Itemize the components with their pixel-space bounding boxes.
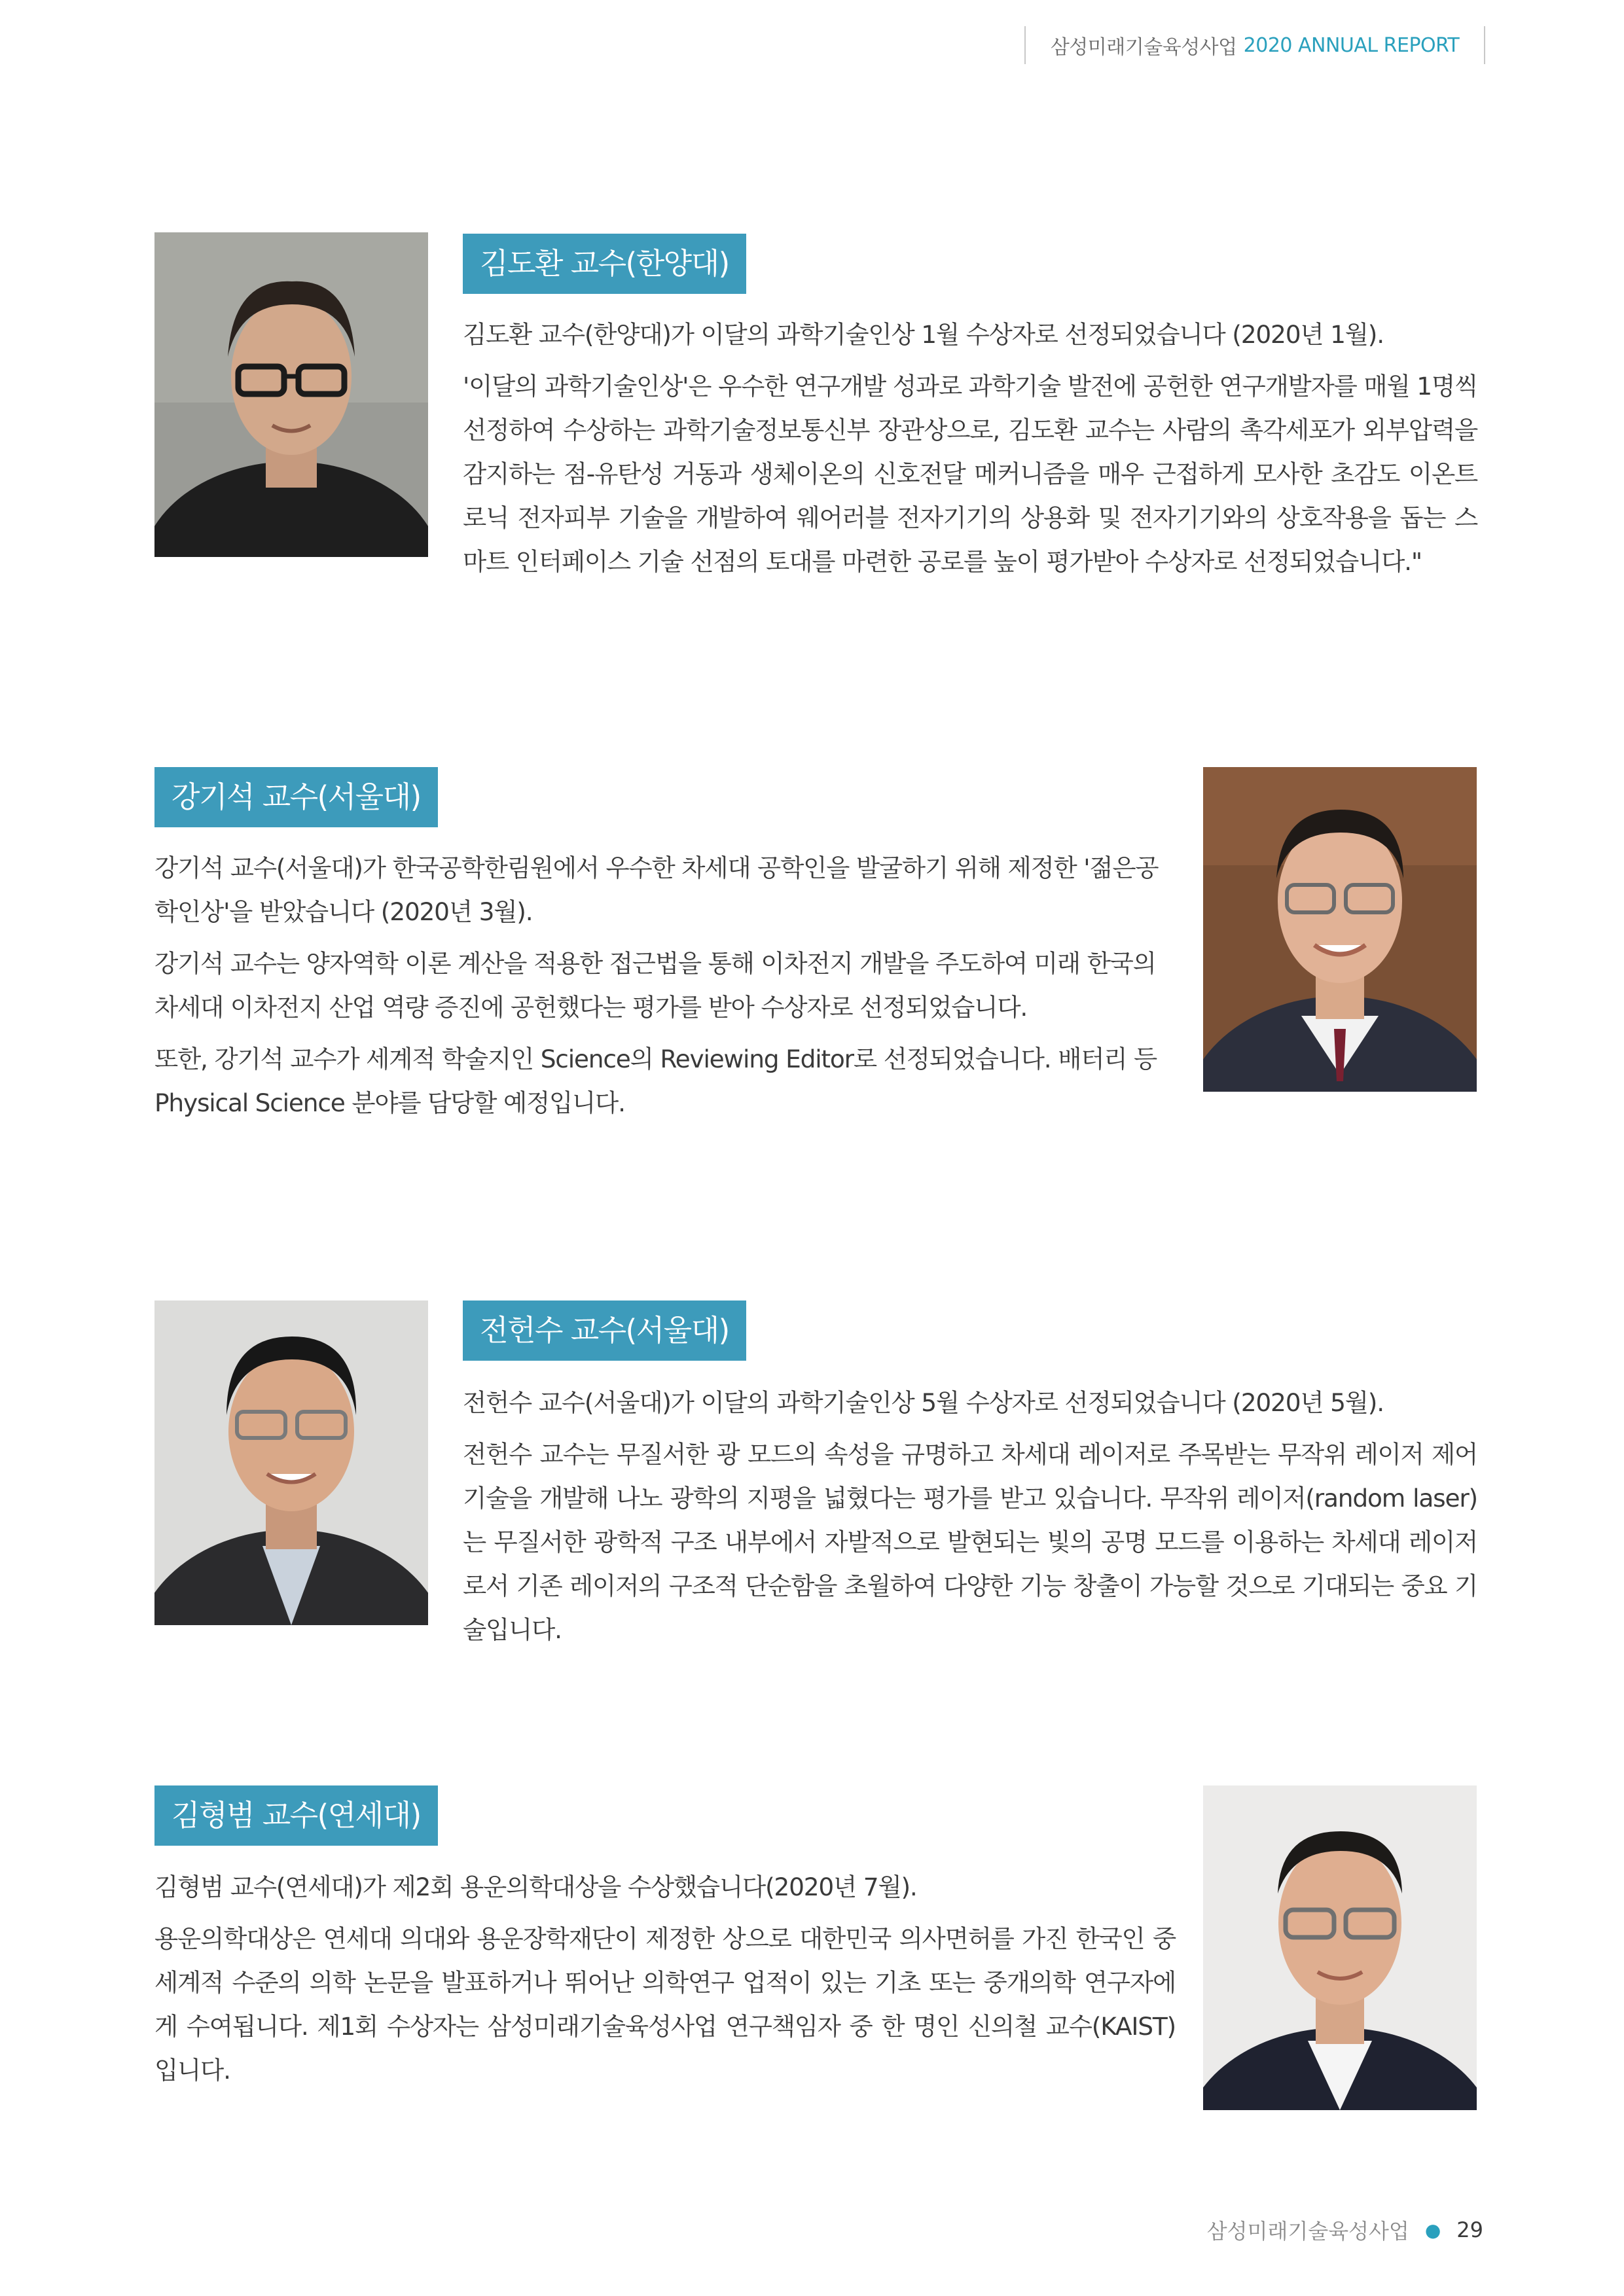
paragraph: 전헌수 교수(서울대)가 이달의 과학기술인상 5월 수상자로 선정되었습니다 (2020년 5월). [463, 1388, 1384, 1417]
section-title-1: 김도환 교수(한양대) [463, 234, 746, 294]
bullet-separator: ● [1424, 2219, 1441, 2241]
paragraph: 전헌수 교수는 무질서한 광 모드의 속성을 규명하고 차세대 레이저로 주목받는 무작위 레이저 제어기술을 개발해 나노 광학의 지평을 넓혔다는 평가를 받고 있습니다. 무작위 레이저(random laser)는 무질서한 광학적 구조 내부에서 자발적으로 발현되는 빛의 공명 모드를 이용하는 차세대 레이저로서 기존 레이저의 구조적 단순함을 초월하여 다양한 기능 창출이 가능할 것으로 기대되는 중요 기술입니다. [463, 1440, 1477, 1644]
section-body-3 [463, 1381, 1477, 1660]
portrait-photo-2 [1203, 767, 1477, 1092]
section-body-1 [463, 313, 1477, 592]
paragraph: 강기석 교수(서울대)가 한국공학한림원에서 우수한 차세대 공학인을 발굴하기 위해 제정한 '젊은공학인상'을 받았습니다 (2020년 3월). [154, 853, 1159, 926]
page-number: 29 [1456, 2217, 1483, 2242]
page-footer [1207, 2210, 1483, 2250]
paragraph: '이달의 과학기술인상'은 우수한 연구개발 성과로 과학기술 발전에 공헌한 연구개발자를 매월 1명씩 선정하여 수상하는 과학기술정보통신부 장관상으로, 김도환 교수는 사람의 촉각세포가 외부압력을 감지하는 점-유탄성 거동과 생체이온의 신호전달 메커니즘을 매우 근접하게 모사한 초감도 이온트로닉 전자피부 기술을 개발하여 웨어러블 전자기기의 상용화 및 전자기기와의 상호작용을 돕는 스마트 인터페이스 기술 선점의 토대를 마련한 공로를 높이 평가받아 수상자로 선정되었습니다." [463, 372, 1477, 576]
header-report-title: 2020 ANNUAL REPORT [1243, 33, 1460, 57]
paragraph: 용운의학대상은 연세대 의대와 용운장학재단이 제정한 상으로 대한민국 의사면허를 가진 한국인 중 세계적 수준의 의학 논문을 발표하거나 뛰어난 의학연구 업적이 있는 기초 또는 중개의학 연구자에게 수여됩니다. 제1회 수상자는 삼성미래기술육성사업 연구책임자 중 한 명인 신의철 교수(KAIST) 입니다. [154, 1924, 1176, 2085]
section-title-2: 강기석 교수(서울대) [154, 767, 438, 827]
section-title-4: 김형범 교수(연세대) [154, 1785, 438, 1846]
portrait-photo-4 [1203, 1785, 1477, 2110]
paragraph: 또한, 강기석 교수가 세계적 학술지인 Science의 Reviewing Editor로 선정되었습니다. 배터리 등 Physical Science 분야를 담당할 예정입니다. [154, 1045, 1157, 1117]
paragraph: 김형범 교수(연세대)가 제2회 용운의학대상을 수상했습니다(2020년 7월). [154, 1873, 917, 1901]
paragraph: 강기석 교수는 양자역학 이론 계산을 적용한 접근법을 통해 이차전지 개발을 주도하여 미래 한국의 차세대 이차전지 산업 역량 증진에 공헌했다는 평가를 받아 수상자로 선정되었습니다. [154, 949, 1156, 1022]
footer-org: 삼성미래기술육성사업 [1206, 2219, 1409, 2244]
portrait-photo-1 [154, 232, 428, 557]
section-body-4 [154, 1865, 1176, 2100]
section-body-2 [154, 846, 1176, 1133]
portrait-photo-3 [154, 1300, 428, 1625]
paragraph: 김도환 교수(한양대)가 이달의 과학기술인상 1월 수상자로 선정되었습니다 (2020년 1월). [463, 320, 1384, 349]
running-header [1024, 26, 1485, 64]
header-org: 삼성미래기술육성사업 [1050, 36, 1237, 59]
section-title-3: 전헌수 교수(서울대) [463, 1300, 746, 1361]
